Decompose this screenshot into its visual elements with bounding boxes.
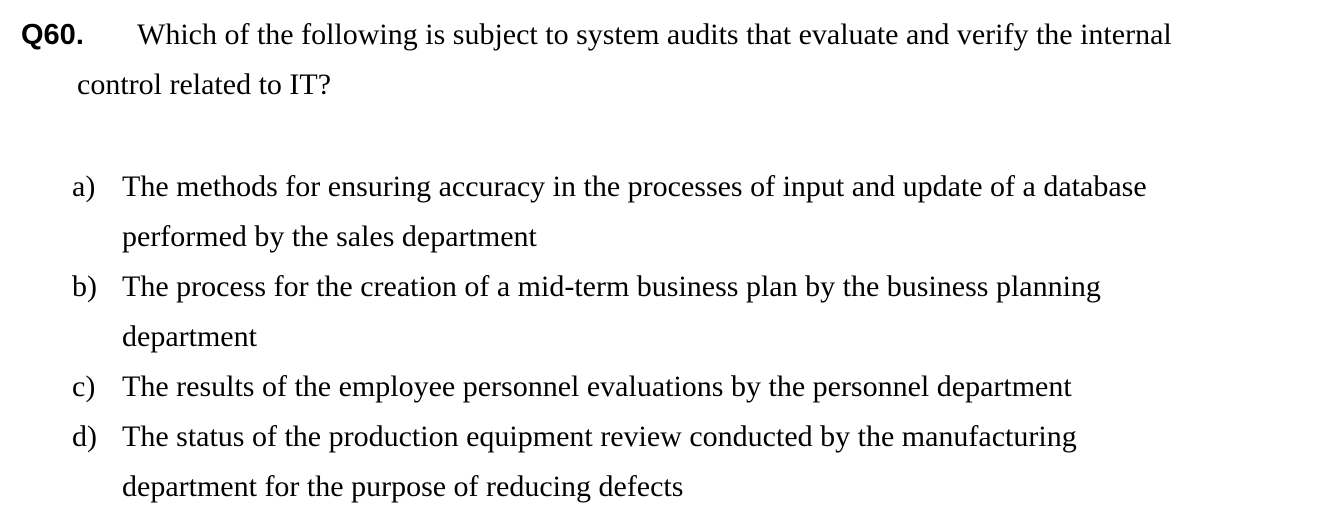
option-a-text-line-1: The methods for ensuring accuracy in the processes of input and update of a database xyxy=(122,170,1147,203)
option-d-label: d) xyxy=(72,420,97,453)
question-text-line-2: control related to IT? xyxy=(77,68,332,101)
option-a-text-line-2: performed by the sales department xyxy=(122,220,537,253)
option-c-text-line-1: The results of the employee personnel evaluations by the personnel department xyxy=(122,370,1072,403)
option-b-text-line-2: department xyxy=(122,320,257,353)
option-d-text-line-2: department for the purpose of reducing defects xyxy=(122,470,684,503)
option-b-label: b) xyxy=(72,270,97,303)
question-text-line-1: Which of the following is subject to system audits that evaluate and verify the internal xyxy=(137,18,1172,51)
option-a-label: a) xyxy=(72,170,96,203)
option-b-text-line-1: The process for the creation of a mid-term business plan by the business planning xyxy=(122,270,1101,303)
option-c-label: c) xyxy=(72,370,96,403)
question-number: Q60. xyxy=(21,19,84,51)
option-d-text-line-1: The status of the production equipment review conducted by the manufacturing xyxy=(122,420,1077,453)
